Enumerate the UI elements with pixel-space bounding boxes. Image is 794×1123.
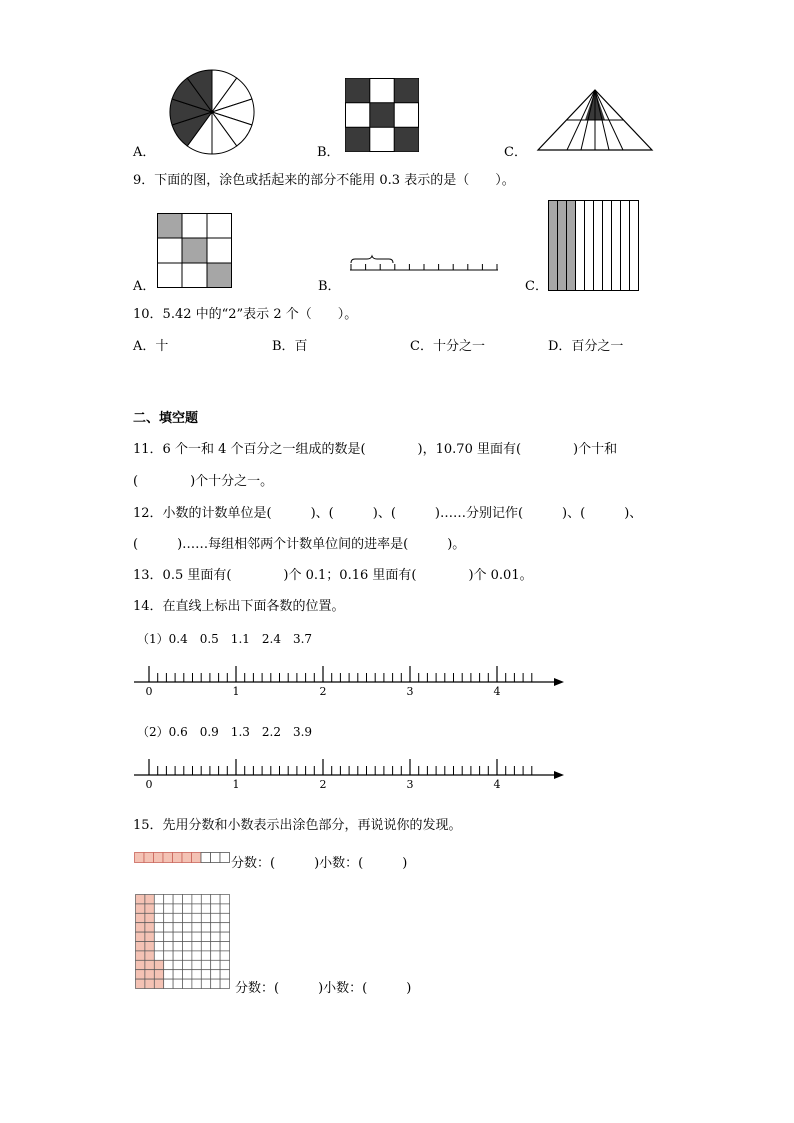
q15-strip [134,852,230,864]
grid-cell [173,951,182,960]
grid-cell [145,960,154,969]
q14-sub1: （1）0.4 0.5 1.1 2.4 3.7 [137,632,313,646]
grid-cell [145,904,154,913]
axis-label: 0 [145,685,153,698]
grid-cell [201,942,210,951]
strip-cell [135,853,145,863]
grid-cell [154,913,163,922]
q15-text: 15．先用分数和小数表示出涂色部分，再说说你的发现。 [133,818,462,833]
grid-cell [183,942,192,951]
q9-grid-figure [157,213,233,289]
q9-text: 9．下面的图，涂色或括起来的部分不能用 0.3 表示的是（ ）。 [133,173,515,188]
strip-cell [612,201,621,291]
grid-cell [183,904,192,913]
strip-cell [173,853,183,863]
triangle-figure [537,89,653,151]
q10-option-c[interactable]: C．十分之一 [410,339,485,354]
grid-cell [201,895,210,904]
grid-cell [154,904,163,913]
q11-line2: ( )个十分之一。 [133,474,274,489]
grid-cell [201,904,210,913]
grid-cell [183,923,192,932]
strip-cell [154,853,164,863]
grid-cell [154,970,163,979]
grid-cell [220,895,229,904]
grid-cell [154,960,163,969]
q10-option-a[interactable]: A．十 [133,339,169,354]
grid-cell [211,970,220,979]
grid-cell [183,932,192,941]
axis-label: 3 [406,685,414,698]
grid-cell [211,923,220,932]
strip-cell [603,201,612,291]
grid-cell [201,970,210,979]
grid-cell [164,951,173,960]
grid-cell [201,979,210,988]
q14-text: 14．在直线上标出下面各数的位置。 [133,599,345,614]
grid-cell [145,942,154,951]
grid-cell [154,895,163,904]
grid-cell [201,932,210,941]
grid-cell [173,960,182,969]
grid-cell [136,913,145,922]
grid-cell [145,979,154,988]
grid-cell [136,904,145,913]
grid-cell [164,970,173,979]
grid-cell [136,951,145,960]
q9-option-b[interactable]: B． [318,279,341,294]
grid-cell [154,923,163,932]
q10-option-d[interactable]: D．百分之一 [548,339,624,354]
checkerboard-figure [345,78,419,152]
q10-text: 10．5.42 中的“2”表示 2 个（ ）。 [133,307,358,322]
q11-line1: 11．6 个一和 4 个百分之一组成的数是( )，10.70 里面有( )个十和 [133,442,618,457]
strip-cell [220,853,230,863]
q8-option-c[interactable]: C． [504,145,527,160]
q9-option-a[interactable]: A． [133,279,156,294]
grid-cell [164,913,173,922]
strip-cell [192,853,202,863]
grid-cell [211,895,220,904]
grid-cell [220,913,229,922]
q10-option-b[interactable]: B．百 [272,339,308,354]
grid-cell [183,913,192,922]
grid-cell [136,942,145,951]
grid-cell [192,960,201,969]
axis-label: 0 [145,778,153,791]
grid-cell [164,960,173,969]
grid-cell [164,904,173,913]
axis-label: 2 [319,778,327,791]
grid-cell [164,932,173,941]
strip-cell [201,853,211,863]
grid-cell [145,923,154,932]
q9-strip-figure [548,200,640,292]
grid-cell [192,970,201,979]
grid-cell [183,951,192,960]
grid-cell [211,942,220,951]
grid-cell [136,979,145,988]
q14-sub2: （2）0.6 0.9 1.3 2.2 3.9 [137,725,313,739]
grid-cell [192,951,201,960]
grid-cell [173,904,182,913]
grid-cell [136,932,145,941]
axis-label: 1 [232,778,240,791]
grid-cell [145,913,154,922]
grid-cell [192,942,201,951]
grid-cell [145,970,154,979]
q9-option-c[interactable]: C． [525,279,548,294]
grid-cell [173,970,182,979]
grid-cell [192,923,201,932]
q15-hundred-grid [135,894,231,990]
grid-cell [211,979,220,988]
grid-cell [173,923,182,932]
grid-cell [192,913,201,922]
q9-brace-line-figure [350,256,500,274]
grid-cell [192,979,201,988]
q15-answer-1: 分数：( )小数：( ) [231,856,408,871]
grid-cell [136,923,145,932]
grid-cell [201,951,210,960]
strip-cell [558,201,567,291]
grid-cell [164,895,173,904]
grid-cell [154,951,163,960]
grid-cell [164,923,173,932]
grid-cell [183,979,192,988]
axis-label: 2 [319,685,327,698]
grid-cell [145,895,154,904]
number-line-1 [134,656,566,698]
q13-text: 13．0.5 里面有( )个 0.1；0.16 里面有( )个 0.01。 [133,568,533,583]
axis-label: 1 [232,685,240,698]
strip-cell [182,853,192,863]
grid-cell [211,951,220,960]
q8-option-b[interactable]: B． [317,145,340,160]
q12-line2: ( )……每组相邻两个计数单位间的进率是( )。 [133,537,466,552]
grid-cell [154,942,163,951]
grid-cell [220,932,229,941]
grid-cell [145,951,154,960]
grid-cell [220,923,229,932]
grid-cell [192,895,201,904]
grid-cell [220,951,229,960]
grid-cell [136,895,145,904]
q12-line1: 12．小数的计数单位是( )、( )、( )……分别记作( )、( )、 [133,506,643,521]
strip-cell [576,201,585,291]
grid-cell [183,970,192,979]
grid-cell [145,932,154,941]
axis-label: 3 [406,778,414,791]
grid-cell [201,960,210,969]
grid-cell [173,932,182,941]
strip-cell [621,201,630,291]
grid-cell [154,979,163,988]
grid-cell [220,904,229,913]
strip-cell [594,201,603,291]
grid-cell [183,895,192,904]
axis-label: 4 [493,778,501,791]
grid-cell [220,960,229,969]
strip-cell [211,853,221,863]
strip-cell [549,201,558,291]
number-line-2 [134,749,566,791]
grid-cell [173,942,182,951]
section-title: 二、填空题 [133,411,199,426]
grid-cell [164,942,173,951]
strip-cell [567,201,576,291]
grid-cell [173,979,182,988]
grid-cell [220,970,229,979]
grid-cell [173,913,182,922]
grid-cell [211,904,220,913]
circle-pie-figure [168,68,256,156]
grid-cell [136,970,145,979]
strip-cell [163,853,173,863]
grid-cell [183,960,192,969]
axis-arrow [554,678,564,686]
grid-cell [211,913,220,922]
axis-arrow [554,771,564,779]
grid-cell [136,960,145,969]
grid-cell [201,913,210,922]
grid-cell [201,923,210,932]
grid-cell [173,895,182,904]
grid-cell [192,904,201,913]
grid-cell [220,979,229,988]
strip-cell [144,853,154,863]
grid-cell [211,960,220,969]
q8-option-a[interactable]: A． [133,145,156,160]
grid-cell [154,932,163,941]
grid-cell [211,932,220,941]
strip-cell [585,201,594,291]
grid-cell [220,942,229,951]
grid-cell [164,979,173,988]
grid-cell [192,932,201,941]
q15-answer-2: 分数：( )小数：( ) [235,981,412,996]
strip-cell [630,201,639,291]
axis-label: 4 [493,685,501,698]
